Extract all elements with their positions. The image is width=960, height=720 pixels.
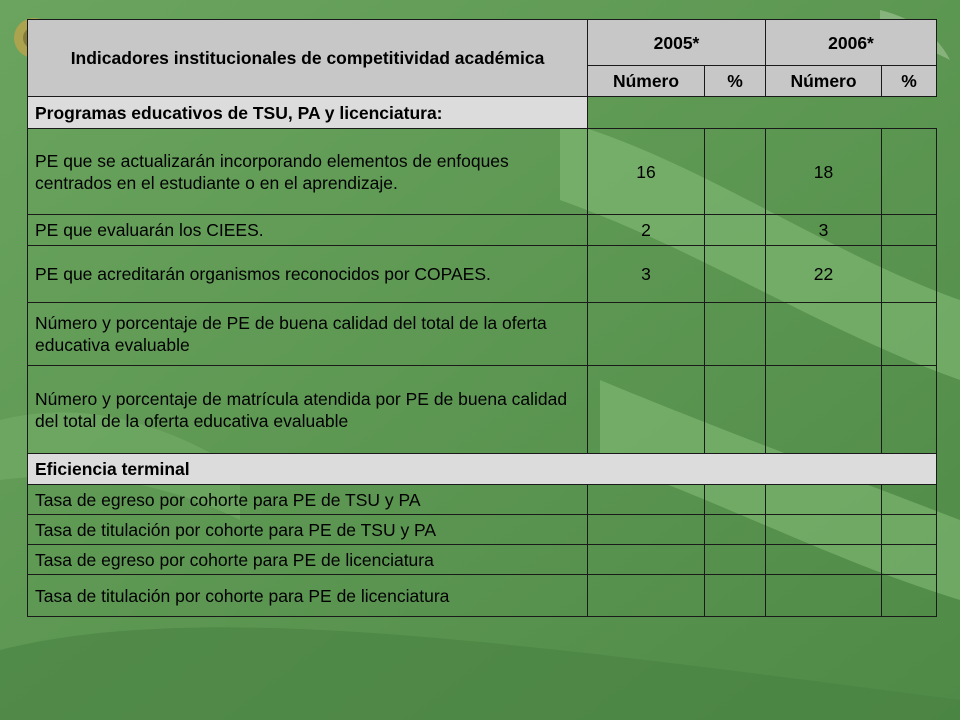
year-2006-header: 2006* bbox=[766, 20, 937, 66]
value-cell: 18 bbox=[766, 129, 882, 215]
value-cell bbox=[705, 246, 766, 303]
value-cell bbox=[588, 575, 705, 617]
subheader-pct-2005: % bbox=[705, 66, 766, 97]
value-cell bbox=[766, 303, 882, 366]
table-row bbox=[28, 366, 937, 454]
value-cell bbox=[588, 545, 705, 575]
value-cell bbox=[705, 515, 766, 545]
section-title: Eficiencia terminal bbox=[28, 454, 937, 485]
year-2005-header: 2005* bbox=[588, 20, 766, 66]
row-label: Tasa de titulación por cohorte para PE de TSU y PA bbox=[28, 515, 588, 545]
table-row bbox=[28, 215, 937, 246]
value-cell bbox=[588, 303, 705, 366]
value-cell: 2 bbox=[588, 215, 705, 246]
table-row bbox=[28, 246, 937, 303]
table-row bbox=[28, 303, 937, 366]
table-row bbox=[28, 515, 937, 545]
value-cell bbox=[882, 246, 937, 303]
indicators-table bbox=[27, 19, 937, 617]
header-title: Indicadores institucionales de competitividad académica bbox=[28, 20, 588, 97]
row-label: Tasa de titulación por cohorte para PE de licenciatura bbox=[28, 575, 588, 617]
value-cell bbox=[882, 129, 937, 215]
table-row bbox=[28, 129, 937, 215]
value-cell bbox=[588, 366, 705, 454]
value-cell bbox=[882, 215, 937, 246]
table-row bbox=[28, 545, 937, 575]
value-cell bbox=[766, 485, 882, 515]
value-cell bbox=[882, 485, 937, 515]
value-cell bbox=[705, 575, 766, 617]
row-label: PE que se actualizarán incorporando elementos de enfoques centrados en el estudiante o en el aprendizaje. bbox=[28, 129, 588, 215]
row-label: Número y porcentaje de matrícula atendida por PE de buena calidad del total de la oferta educativa evaluable bbox=[28, 366, 588, 454]
value-cell: 22 bbox=[766, 246, 882, 303]
value-cell bbox=[705, 485, 766, 515]
value-cell bbox=[588, 515, 705, 545]
table-row bbox=[28, 575, 937, 617]
subheader-pct-2006: % bbox=[882, 66, 937, 97]
value-cell bbox=[588, 485, 705, 515]
value-cell bbox=[882, 545, 937, 575]
row-label: Tasa de egreso por cohorte para PE de TSU y PA bbox=[28, 485, 588, 515]
value-cell bbox=[766, 515, 882, 545]
value-cell bbox=[705, 129, 766, 215]
table-row bbox=[28, 485, 937, 515]
value-cell bbox=[705, 366, 766, 454]
value-cell bbox=[882, 303, 937, 366]
value-cell: 3 bbox=[766, 215, 882, 246]
row-label: Número y porcentaje de PE de buena calidad del total de la oferta educativa evaluable bbox=[28, 303, 588, 366]
value-cell bbox=[705, 303, 766, 366]
row-label: Tasa de egreso por cohorte para PE de licenciatura bbox=[28, 545, 588, 575]
value-cell bbox=[766, 545, 882, 575]
subheader-numero-2005: Número bbox=[588, 66, 705, 97]
value-cell bbox=[766, 575, 882, 617]
value-cell: 16 bbox=[588, 129, 705, 215]
subheader-numero-2006: Número bbox=[766, 66, 882, 97]
section-title: Programas educativos de TSU, PA y licenciatura: bbox=[28, 97, 588, 129]
value-cell bbox=[705, 545, 766, 575]
value-cell bbox=[882, 366, 937, 454]
value-cell bbox=[705, 215, 766, 246]
value-cell bbox=[766, 366, 882, 454]
row-label: PE que acreditarán organismos reconocidos por COPAES. bbox=[28, 246, 588, 303]
section-filler bbox=[588, 97, 937, 129]
value-cell: 3 bbox=[588, 246, 705, 303]
row-label: PE que evaluarán los CIEES. bbox=[28, 215, 588, 246]
value-cell bbox=[882, 575, 937, 617]
value-cell bbox=[882, 515, 937, 545]
